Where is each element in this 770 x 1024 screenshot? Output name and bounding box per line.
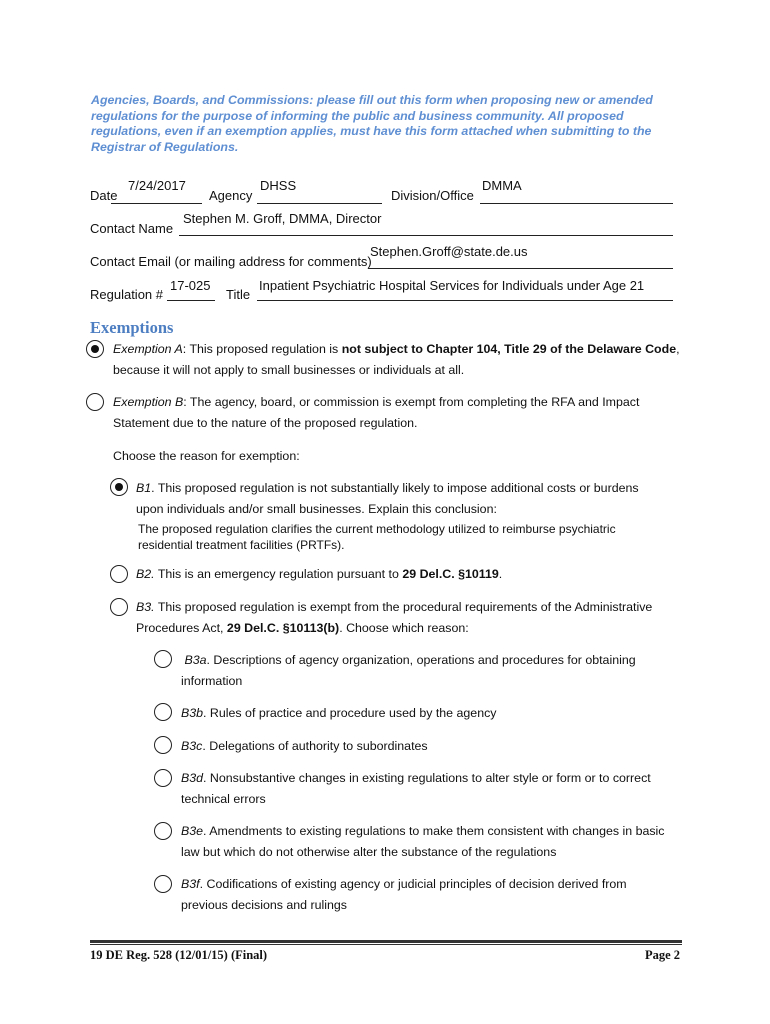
intro-instructions: Agencies, Boards, and Commissions: please fill out this form when proposing new or amended regulations for the purpose of informing the public and business community. All proposed regulations, even if an exemption applies, must have this form attached when submitting to the Registrar of Regulations. — [91, 93, 653, 154]
division-line — [480, 203, 673, 204]
b3b-radio[interactable] — [154, 703, 172, 721]
contact-email-field[interactable]: Stephen.Groff@state.de.us — [370, 244, 528, 259]
b3c-text — [181, 736, 686, 757]
agency-label: Agency — [209, 188, 253, 203]
b3-text1: This proposed regulation is exempt from the procedural requirements of the Administrative — [154, 600, 653, 614]
exemption-a-label: Exemption A — [113, 342, 183, 356]
b3-radio[interactable] — [110, 598, 128, 616]
contact-name-label: Contact Name — [90, 221, 174, 236]
exemption-a-text — [113, 339, 683, 380]
b2-bold: 29 Del.C. §10119 — [402, 567, 499, 581]
b3d-label: B3d — [181, 771, 204, 785]
b3d-text1: . Nonsubstantive changes in existing regulations to alter style or form or to correct — [203, 771, 651, 785]
b3f-text — [181, 874, 686, 915]
b3b-text — [181, 703, 686, 724]
b3-line2b: . Choose which reason: — [339, 620, 469, 635]
b2-radio[interactable] — [110, 565, 128, 583]
exemption-b-text1: : The agency, board, or commission is exempt from completing the RFA and Impact — [183, 395, 640, 409]
b1-explain-line2: residential treatment facilities (PRTFs). — [138, 537, 345, 552]
b3c-radio[interactable] — [154, 736, 172, 754]
b2-text2: . — [498, 567, 503, 581]
contact-email-label: Contact Email (or mailing address for comments) — [90, 254, 372, 269]
b3c-label: B3c — [181, 739, 203, 753]
footer-citation: 19 DE Reg. 528 (12/01/15) (Final) — [90, 948, 268, 962]
contact-name-line — [179, 235, 673, 236]
b3e-text1: . Amendments to existing regulations to make them consistent with changes in basic — [203, 824, 665, 838]
b3a-text1: . Descriptions of agency organization, operations and procedures for obtaining — [206, 653, 636, 667]
b3a-label: B3a — [184, 653, 207, 667]
contact-email-line — [368, 268, 673, 269]
exemption-a-radio[interactable] — [86, 340, 104, 358]
exemptions-heading: Exemptions — [90, 318, 174, 337]
date-line — [111, 203, 202, 204]
b3e-label: B3e — [181, 824, 204, 838]
b2-text — [136, 564, 686, 585]
b1-explanation-field[interactable] — [138, 522, 683, 553]
b3d-text — [181, 768, 686, 809]
exemption-a-bold: not subject to Chapter 104, Title 29 of the Delaware Code — [341, 342, 677, 356]
exemption-b-label: Exemption B — [113, 395, 184, 409]
b3a-text — [181, 650, 686, 691]
b3e-line2: law but which do not otherwise alter the substance of the regulations — [181, 844, 557, 859]
date-label: Date — [90, 188, 118, 203]
regulation-line — [167, 300, 215, 301]
footer-page-number: Page 2 — [644, 948, 680, 962]
agency-field[interactable]: DHSS — [260, 178, 297, 193]
b3b-label: B3b — [181, 706, 204, 720]
b3f-line2: previous decisions and rulings — [181, 897, 347, 912]
b3e-text — [181, 821, 686, 862]
agency-line — [257, 203, 382, 204]
b1-line2: upon individuals and/or small businesses. Explain this conclusion: — [136, 501, 497, 516]
b3-line2a: Procedures Act, — [136, 620, 227, 635]
exemption-b-text — [113, 392, 683, 433]
b1-explain-line1: The proposed regulation clarifies the current methodology utilized to reimburse psychiatric — [138, 522, 616, 536]
exemption-a-text2: , — [676, 342, 680, 356]
b3b-text1: . Rules of practice and procedure used by the agency — [203, 706, 497, 720]
exemption-b-radio[interactable] — [86, 393, 104, 411]
b1-radio[interactable] — [110, 478, 128, 496]
b1-text — [136, 478, 686, 519]
b3e-radio[interactable] — [154, 822, 172, 840]
radio-selected-dot — [115, 483, 123, 491]
division-field[interactable]: DMMA — [482, 178, 522, 193]
b3d-radio[interactable] — [154, 769, 172, 787]
regulation-label: Regulation # — [90, 287, 163, 302]
division-label: Division/Office — [391, 188, 474, 203]
exemption-a-text1: : This proposed regulation is — [182, 342, 342, 356]
footer-rule-thin — [90, 944, 682, 945]
b3a-radio[interactable] — [154, 650, 172, 668]
b2-text1: This is an emergency regulation pursuant to — [154, 567, 403, 581]
exemption-b-line2: Statement due to the nature of the proposed regulation. — [113, 415, 418, 430]
radio-selected-dot — [91, 345, 99, 353]
b3f-radio[interactable] — [154, 875, 172, 893]
b3-bold: 29 Del.C. §10113(b) — [226, 620, 340, 635]
b3-text — [136, 597, 686, 638]
title-field[interactable]: Inpatient Psychiatric Hospital Services for Individuals under Age 21 — [259, 278, 645, 293]
b3-label: B3. — [136, 600, 155, 614]
footer-rule-thick — [90, 940, 682, 943]
title-line — [257, 300, 673, 301]
b3d-line2: technical errors — [181, 791, 266, 806]
regulation-field[interactable]: 17-025 — [170, 278, 211, 293]
b3f-text1: . Codifications of existing agency or judicial principles of decision derived from — [199, 877, 627, 891]
b1-text1: . This proposed regulation is not substantially likely to impose additional costs or burdens — [151, 481, 639, 495]
choose-reason-text: Choose the reason for exemption: — [113, 449, 300, 463]
b1-label: B1 — [136, 481, 152, 495]
b3c-text1: . Delegations of authority to subordinates — [202, 739, 428, 753]
date-field[interactable]: 7/24/2017 — [128, 178, 186, 193]
exemption-a-line2: because it will not apply to small businesses or individuals at all. — [113, 362, 465, 377]
b3f-label: B3f — [181, 877, 200, 891]
b2-label: B2. — [136, 567, 155, 581]
title-label: Title — [226, 287, 251, 302]
contact-name-field[interactable]: Stephen M. Groff, DMMA, Director — [183, 211, 382, 226]
b3a-line2: information — [181, 673, 243, 688]
